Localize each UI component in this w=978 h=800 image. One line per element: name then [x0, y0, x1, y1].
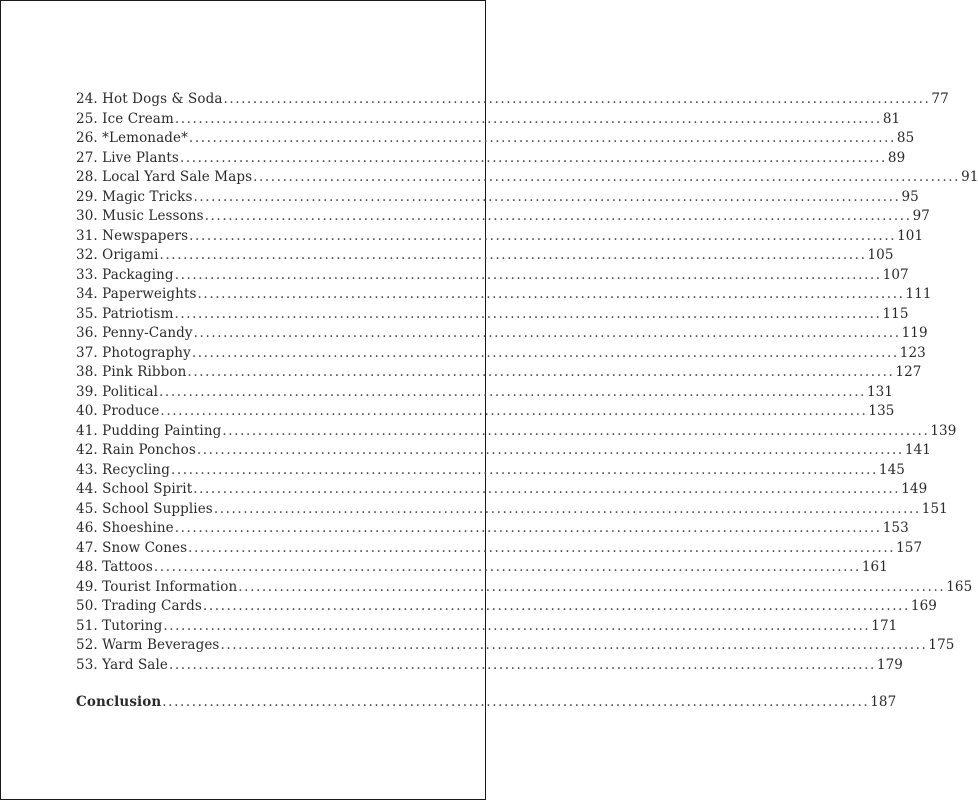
toc-page-number: 111: [905, 286, 932, 302]
toc-page-number: 127: [895, 364, 922, 380]
toc-page-number: 107: [882, 266, 909, 283]
toc-entry: [76, 208, 930, 228]
dot-leader: ........................................................................................................................: [179, 149, 887, 166]
toc-page-number: 89: [887, 149, 906, 166]
toc-entry: [76, 481, 928, 501]
toc-entries: [76, 91, 978, 676]
dot-leader: ........................................................................................................................: [170, 461, 878, 478]
toc-page-number: 161: [861, 559, 888, 575]
toc-entry: [76, 325, 928, 345]
toc-entry-title: 49. Tourist Information: [76, 578, 238, 595]
dot-leader: ........................................................................................................................: [197, 286, 905, 302]
toc-page-number: 157: [896, 539, 923, 556]
toc-entry: [76, 344, 926, 365]
toc-entry: [76, 130, 915, 150]
toc-page-number: 85: [896, 130, 915, 146]
toc-page-number: 165: [946, 578, 973, 595]
toc-entry-title: 33. Packaging: [76, 266, 174, 283]
toc-entry: [76, 266, 909, 287]
dot-leader: ........................................................................................................................: [204, 208, 912, 224]
toc-page-number: 153: [882, 520, 909, 536]
dot-leader: ........................................................................................................................: [168, 656, 876, 673]
toc-conclusion-entry: [76, 694, 897, 714]
toc-page-number: 145: [878, 461, 905, 478]
dot-leader: ........................................................................................................................: [162, 694, 870, 710]
dot-leader: ........................................................................................................................: [159, 383, 866, 400]
toc-entry-title: Conclusion: [76, 694, 162, 710]
dot-leader: ........................................................................................................................: [213, 500, 921, 517]
dot-leader: ........................................................................................................................: [188, 130, 896, 146]
toc-entry: [76, 500, 948, 521]
toc-entry: [76, 110, 901, 131]
toc-entry-title: 41. Pudding Painting: [76, 422, 222, 439]
toc-page-number: 101: [897, 227, 924, 244]
toc-entry: [76, 520, 909, 540]
dot-leader: ........................................................................................................................: [174, 110, 882, 127]
toc-entry: [76, 383, 894, 404]
toc-entry: [76, 442, 931, 462]
toc-entry-title: 37. Photography: [76, 344, 191, 361]
toc-entry-title: 42. Rain Ponchos: [76, 442, 196, 458]
toc-entry: [76, 247, 894, 267]
toc-page-number: 135: [868, 403, 895, 419]
toc-entry-title: 31. Newspapers: [76, 227, 189, 244]
toc-page-number: 105: [867, 247, 894, 263]
dot-leader: ........................................................................................................................: [220, 637, 928, 653]
toc-entry-title: 51. Tutoring: [76, 617, 163, 634]
toc-entry: [76, 637, 955, 657]
toc-page-number: 91: [961, 169, 978, 185]
toc-page-number: 187: [870, 694, 897, 710]
toc-entry-title: 40. Produce: [76, 403, 160, 419]
dot-leader: ........................................................................................................................: [188, 539, 896, 556]
dot-leader: ........................................................................................................................: [193, 188, 901, 205]
table-of-contents: [76, 91, 978, 714]
dot-leader: ........................................................................................................................: [222, 422, 930, 439]
toc-entry: [76, 598, 937, 618]
toc-page-number: 131: [866, 383, 894, 400]
toc-entry-title: 48. Tattoos: [76, 559, 153, 575]
toc-entry-title: 38. Pink Ribbon: [76, 364, 187, 380]
toc-page-number: 95: [901, 188, 919, 205]
toc-page-number: 169: [910, 598, 937, 614]
toc-entry: [76, 364, 922, 384]
toc-page-number: 141: [904, 442, 931, 458]
toc-entry: [76, 91, 949, 111]
toc-entry: [76, 422, 957, 443]
toc-entry-title: 47. Snow Cones: [76, 539, 188, 556]
toc-entry-title: 53. Yard Sale: [76, 656, 168, 673]
toc-page-number: 97: [912, 208, 930, 224]
dot-leader: ........................................................................................................................: [174, 520, 882, 536]
toc-entry-title: 50. Trading Cards: [76, 598, 202, 614]
toc-entry-title: 39. Political: [76, 383, 159, 400]
toc-page-number: 115: [882, 305, 909, 322]
toc-entry-title: 27. Live Plants: [76, 149, 179, 166]
dot-leader: ........................................................................................................................: [160, 403, 868, 419]
toc-page-number: 149: [901, 481, 928, 497]
toc-entry-title: 32. Origami: [76, 247, 159, 263]
toc-entry-title: 43. Recycling: [76, 461, 170, 478]
toc-entry-title: 45. School Supplies: [76, 500, 213, 517]
toc-entry: [76, 403, 895, 423]
dot-leader: ........................................................................................................................: [159, 247, 867, 263]
dot-leader: ........................................................................................................................: [196, 442, 904, 458]
toc-entry-title: 35. Patriotism: [76, 305, 174, 322]
toc-entry: [76, 188, 919, 209]
toc-page-number: 151: [921, 500, 948, 517]
toc-entry: [76, 149, 906, 170]
toc-entry-title: 36. Penny-Candy: [76, 325, 193, 341]
dot-leader: ........................................................................................................................: [187, 364, 895, 380]
dot-leader: ........................................................................................................................: [253, 169, 961, 185]
toc-entry: [76, 559, 888, 579]
dot-leader: ........................................................................................................................: [202, 598, 910, 614]
dot-leader: ........................................................................................................................: [193, 481, 901, 497]
toc-entry-title: 25. Ice Cream: [76, 110, 174, 127]
dot-leader: ........................................................................................................................: [193, 325, 901, 341]
dot-leader: ........................................................................................................................: [223, 91, 931, 107]
toc-page-number: 119: [901, 325, 928, 341]
toc-entry-title: 34. Paperweights: [76, 286, 197, 302]
toc-entry: [76, 656, 903, 677]
toc-entry: [76, 578, 973, 599]
toc-page-number: 171: [871, 617, 898, 634]
toc-page-number: 81: [882, 110, 901, 127]
toc-page-number: 179: [876, 656, 903, 673]
toc-entry-title: 30. Music Lessons: [76, 208, 204, 224]
toc-entry-title: 44. School Spirit: [76, 481, 193, 497]
toc-entry: [76, 461, 905, 482]
toc-page-number: 77: [931, 91, 949, 107]
toc-page-number: 123: [899, 344, 926, 361]
dot-leader: ........................................................................................................................: [189, 227, 897, 244]
toc-entry-title: 29. Magic Tricks: [76, 188, 193, 205]
toc-page-number: 139: [930, 422, 957, 439]
dot-leader: ........................................................................................................................: [238, 578, 946, 595]
toc-entry-title: 46. Shoeshine: [76, 520, 174, 536]
dot-leader: ........................................................................................................................: [163, 617, 871, 634]
toc-entry: [76, 227, 924, 248]
toc-page-number: 175: [928, 637, 955, 653]
dot-leader: ........................................................................................................................: [174, 266, 882, 283]
dot-leader: ........................................................................................................................: [191, 344, 899, 361]
toc-entry: [76, 617, 898, 638]
toc-entry-title: 52. Warm Beverages: [76, 637, 220, 653]
toc-entry: [76, 305, 909, 326]
toc-entry: [76, 286, 932, 306]
dot-leader: ........................................................................................................................: [174, 305, 882, 322]
toc-entry-title: 26. *Lemonade*: [76, 130, 188, 146]
toc-entry-title: 24. Hot Dogs & Soda: [76, 91, 223, 107]
toc-entry: [76, 539, 923, 560]
dot-leader: ........................................................................................................................: [153, 559, 861, 575]
toc-entry: [76, 169, 978, 189]
toc-entry-title: 28. Local Yard Sale Maps: [76, 169, 253, 185]
